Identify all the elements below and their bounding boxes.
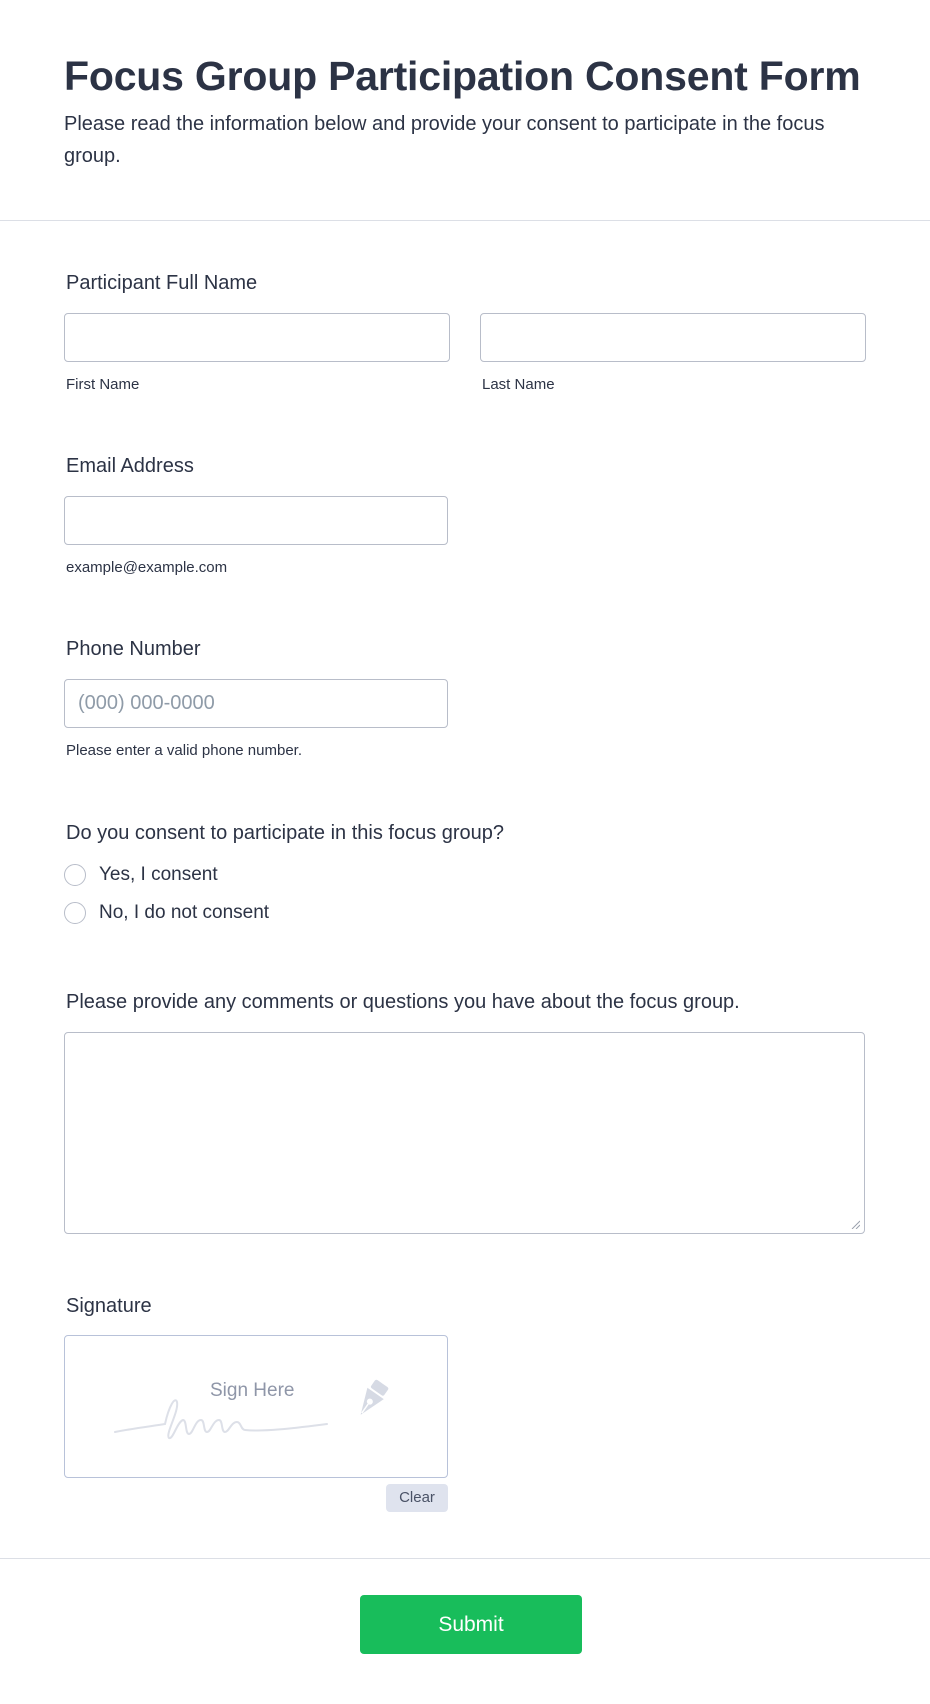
signature-label: Signature xyxy=(66,1295,152,1317)
consent-question: Do you consent to participate in this focus group? xyxy=(66,822,505,844)
submit-button[interactable]: Submit xyxy=(360,1595,582,1654)
signature-placeholder: Sign Here xyxy=(210,1380,295,1401)
comments-textarea[interactable] xyxy=(64,1032,865,1234)
last-name-input[interactable] xyxy=(480,313,866,362)
header-divider xyxy=(0,220,930,221)
comments-label: Please provide any comments or questions you have about the focus group. xyxy=(66,991,740,1013)
email-input[interactable] xyxy=(64,496,448,545)
full-name-label: Participant Full Name xyxy=(66,272,258,294)
consent-option-no[interactable] xyxy=(64,900,269,926)
email-sublabel: example@example.com xyxy=(66,559,228,576)
radio-button[interactable] xyxy=(64,864,86,886)
first-name-sublabel: First Name xyxy=(66,376,140,393)
email-label: Email Address xyxy=(66,455,194,477)
pen-nib-icon xyxy=(349,1378,393,1422)
page-title: Focus Group Participation Consent Form xyxy=(64,53,861,99)
resize-grip-icon[interactable] xyxy=(851,1220,860,1229)
signature-pad[interactable] xyxy=(64,1335,448,1478)
phone-label: Phone Number xyxy=(66,638,201,660)
first-name-input[interactable] xyxy=(64,313,450,362)
footer-divider xyxy=(0,1558,930,1559)
consent-option-yes[interactable] xyxy=(64,862,218,888)
consent-option-label[interactable]: Yes, I consent xyxy=(99,864,218,885)
page-subtitle: Please read the information below and provide your consent to participate in the focus group. xyxy=(64,113,825,167)
last-name-sublabel: Last Name xyxy=(482,376,555,393)
phone-input[interactable] xyxy=(64,679,448,728)
consent-option-label[interactable]: No, I do not consent xyxy=(99,902,270,923)
phone-sublabel: Please enter a valid phone number. xyxy=(66,742,302,759)
clear-signature-button[interactable]: Clear xyxy=(386,1484,448,1512)
form-header xyxy=(64,50,864,172)
radio-button[interactable] xyxy=(64,902,86,924)
